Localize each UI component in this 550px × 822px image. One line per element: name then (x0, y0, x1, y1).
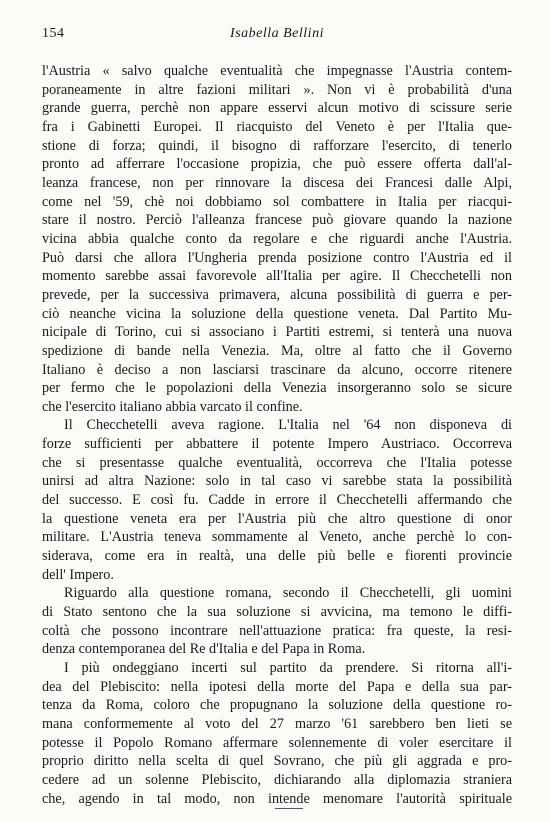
text-line: che l'esercito italiano abbia varcato il confine. (42, 398, 303, 415)
text-line: Può darsi che allora l'Ungheria prenda posizione contro l'Austria ed il (42, 249, 512, 266)
text-line: la questione veneta era per l'Austria più che altro questione di onor (42, 510, 512, 527)
text-line: spedizione di bande nella Venezia. Ma, oltre al fatto che il Governo (42, 342, 512, 359)
text-line: cedere ad un solenne Plebiscito, dichiarando alla diplomazia straniera (42, 771, 512, 788)
text-line: I più ondeggiano incerti sul partito da prendere. Si ritorna all'i- (64, 660, 512, 676)
text-line: che, agendo in tal modo, non intende menomare l'autorità spirituale (42, 790, 512, 807)
text-line: prevede, per la successiva primavera, alcuna possibilità di guerra e per- (42, 286, 512, 303)
text-line: per fermo che le popolazioni della Venezia insorgeranno solo se sicure (42, 380, 512, 397)
footer-rule (275, 808, 303, 809)
text-line: tenza da Roma, coloro che propugnano la soluzione della questione ro- (42, 697, 512, 714)
text-line: leanza francese, non per rinnovare la discesa dei Francesi dalle Alpi, (42, 174, 512, 191)
text-line: stione di forza; quindi, il bisogno di rafforzare l'esercito, di tenerlo (42, 137, 512, 154)
text-line: Riguardo alla questione romana, secondo il Checchetelli, gli uomini (64, 585, 512, 602)
text-line: stare il nostro. Perciò l'alleanza francese può giovare quando la nazione (42, 212, 512, 229)
text-line: fra i Gabinetti Europei. Il riacquisto del Veneto è per l'Italia que- (42, 118, 512, 135)
text-line: mana conformemente al voto del 27 marzo '61 sarebbero ben lieti se (42, 715, 512, 732)
text-line: poraneamente in altre fazioni militari ». Non vi è probabilità d'una (42, 81, 512, 98)
text-line: nicipale di Torino, cui si associano i Partiti estremi, si tenterà una nuova (42, 324, 512, 341)
text-line: coltà che possono incontrare nell'attuazione pratica: fra queste, la resi- (42, 622, 512, 639)
text-line: l'Austria « salvo qualche eventualità che impegnasse l'Austria contem- (42, 63, 512, 79)
text-line: grande guerra, perchè non appare esservi alcun motivo di scissure serie (42, 100, 512, 117)
text-line: denza contemporanea del Re d'Italia e del Papa in Roma. (42, 641, 366, 658)
text-line: unirsi ad altra Nazione: solo in tal caso vi sarebbe stata la possibilità (42, 473, 512, 490)
text-line: proprio diritto nella scelta di quel Sovrano, che più gli aggrada e pro- (42, 753, 512, 770)
text-line: Il Checchetelli aveva ragione. L'Italia nel '64 non disponeva di (64, 417, 512, 434)
text-line: dea del Plebiscito: nella ipotesi della morte del Papa e della sua par- (42, 678, 512, 695)
text-line: siderava, come era in realtà, una delle più belle e fiorenti provincie (42, 548, 512, 565)
text-line: che si presentasse qualche eventualità, occorreva che l'Italia potesse (42, 454, 512, 471)
page-number: 154 (42, 26, 65, 41)
text-line: pronto ad afferrare l'occasione propizia, che può essere offerta dall'al- (42, 156, 512, 173)
text-line: come nel '59, chè noi dobbiamo sol combattere in Italia per riacqui- (42, 193, 512, 210)
text-line: di Stato sentono che la sua soluzione si avvicina, ma temono le diffi- (42, 604, 512, 621)
running-title: Isabella Bellini (230, 26, 324, 41)
text-line: potesse il Popolo Romano affermare solennemente di voler esercitare il (42, 734, 512, 751)
text-line: del successo. E così fu. Cadde in errore il Checchetelli affermando che (42, 492, 512, 509)
text-line: ciò neanche vicina la soluzione della questione veneta. Dal Partito Mu- (42, 305, 512, 322)
text-line: militare. L'Austria teneva sommamente al Veneto, anche perchè lo con- (42, 529, 512, 546)
text-line: vicina abbia qualche conto da regolare e che riguardi anche l'Austria. (42, 230, 512, 247)
text-line: dell' Impero. (42, 566, 114, 583)
text-line: forze sufficienti per abbattere il potente Impero Austriaco. Occorreva (42, 436, 512, 453)
text-line: Italiano è deciso a non lasciarsi trascinare da alcuno, occorre ritenere (42, 361, 512, 378)
body-text (42, 62, 512, 808)
text-line: momento sarebbe assai favorevole all'Italia per agire. Il Checchetelli non (42, 268, 512, 285)
page-header (42, 26, 512, 46)
